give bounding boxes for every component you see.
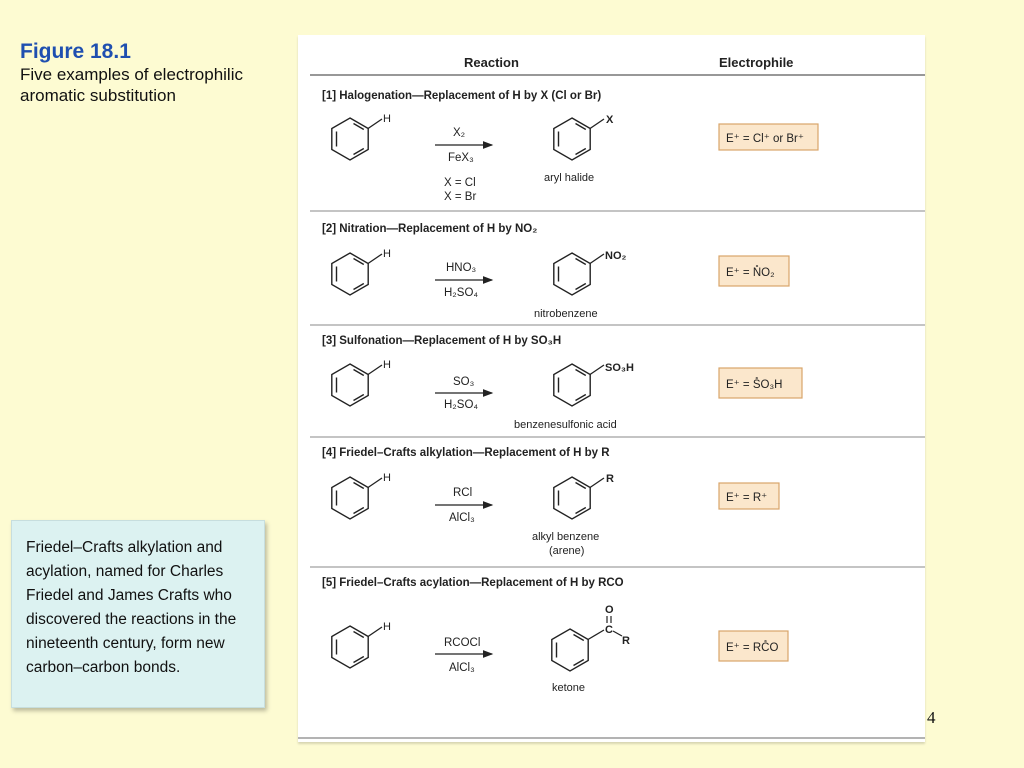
benzene-product xyxy=(552,629,588,671)
reagent-top: SO₃ xyxy=(453,376,475,388)
figure-title: Figure 18.1 xyxy=(20,40,131,63)
column-header-electrophile: Electrophile xyxy=(719,55,794,70)
side-note: Friedel–Crafts alkylation and acylation, named for Charles Friedel and James Crafts who discovered the reactions in the nineteenth century, form new carbon–carbon bonds. xyxy=(11,520,265,708)
electrophile-label: E⁺ = N̊O₂ xyxy=(726,267,775,279)
product-name: alkyl benzene xyxy=(532,531,600,543)
figure-caption xyxy=(20,40,290,106)
benzene-reactant xyxy=(332,626,368,668)
reaction-title: [5] Friedel–Crafts acylation—Replacement of H by RCO xyxy=(322,577,624,589)
carbonyl-carbon: C xyxy=(605,624,613,636)
reagent-top: RCl xyxy=(453,487,473,499)
benzene-reactant xyxy=(332,118,368,160)
product-substituent: SO₃H xyxy=(605,362,634,374)
reagent-top: X₂ xyxy=(453,127,466,139)
benzene-reactant xyxy=(332,477,368,519)
reagent-bottom: AlCl₃ xyxy=(449,662,475,674)
benzene-reactant xyxy=(332,253,368,295)
benzene-reactant xyxy=(332,364,368,406)
reaction-title: [3] Sulfonation—Replacement of H by SO₃H xyxy=(322,335,562,347)
reaction-row-halogenation xyxy=(322,90,818,203)
reagent-top: RCOCl xyxy=(444,637,481,649)
reaction-table-svg xyxy=(298,35,925,742)
page-number: 4 xyxy=(927,708,936,727)
hydrogen-label: H xyxy=(383,248,391,260)
reagent-bottom: AlCl₃ xyxy=(449,512,475,524)
carbonyl-oxygen: O xyxy=(605,604,614,616)
product-substituent: R xyxy=(606,473,614,485)
hydrogen-label: H xyxy=(383,359,391,371)
benzene-product xyxy=(554,477,590,519)
reagent-bottom: H₂SO₄ xyxy=(444,287,479,299)
benzene-product xyxy=(554,253,590,295)
reaction-title: [1] Halogenation—Replacement of H by X (Cl or Br) xyxy=(322,90,602,102)
reaction-row-acylation xyxy=(322,577,788,694)
product-name: benzenesulfonic acid xyxy=(514,419,617,431)
product-substituent: X xyxy=(606,114,614,126)
electrophile-label: E⁺ = R⁺ xyxy=(726,492,768,504)
hydrogen-label: H xyxy=(383,113,391,125)
reaction-row-nitration xyxy=(322,223,789,320)
electrophile-label: E⁺ = RC̊O xyxy=(726,642,779,654)
column-header-reaction: Reaction xyxy=(464,55,519,70)
product-name: aryl halide xyxy=(544,172,595,184)
hydrogen-label: H xyxy=(383,621,391,633)
reaction-table-figure xyxy=(298,35,925,742)
reaction-title: [4] Friedel–Crafts alkylation—Replacement of H by R xyxy=(322,447,610,459)
halogen-option-cl: X = Cl xyxy=(444,177,476,189)
electrophile-label: E⁺ = S̊O₃H xyxy=(726,379,783,391)
halogen-option-br: X = Br xyxy=(444,191,477,203)
reagent-top: HNO₃ xyxy=(446,262,477,274)
electrophile-label: E⁺ = Cl⁺ or Br⁺ xyxy=(726,133,804,145)
benzene-product xyxy=(554,118,590,160)
product-name-note: (arene) xyxy=(549,545,585,557)
reagent-bottom: H₂SO₄ xyxy=(444,399,479,411)
product-name: nitrobenzene xyxy=(534,308,598,320)
figure-description: Five examples of electrophilic aromatic substitution xyxy=(20,65,243,105)
reaction-row-alkylation xyxy=(322,447,779,557)
product-name: ketone xyxy=(552,682,586,694)
reagent-bottom: FeX₃ xyxy=(448,152,474,164)
product-substituent: R xyxy=(622,635,630,647)
reaction-title: [2] Nitration—Replacement of H by NO₂ xyxy=(322,223,538,235)
benzene-product xyxy=(554,364,590,406)
product-substituent: NO₂ xyxy=(605,250,627,262)
hydrogen-label: H xyxy=(383,472,391,484)
reaction-row-sulfonation xyxy=(322,335,802,431)
